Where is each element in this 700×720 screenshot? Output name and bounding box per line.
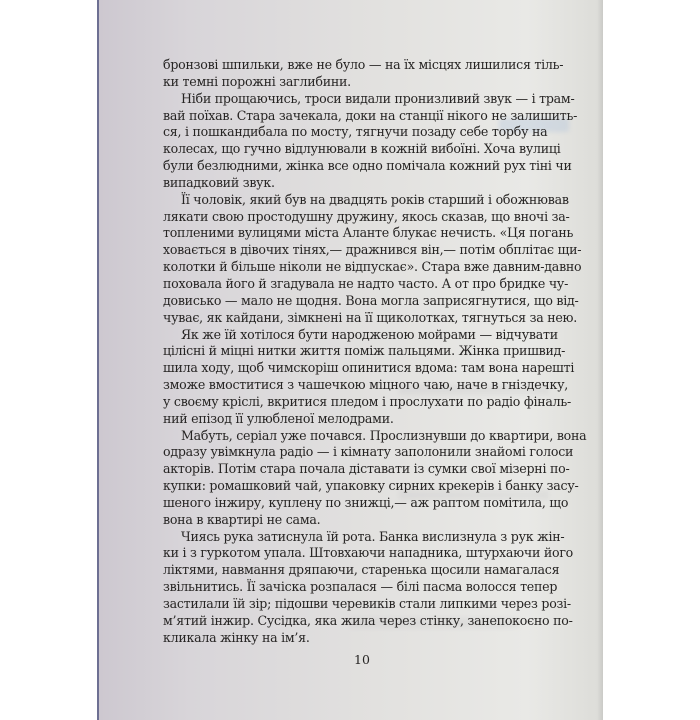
text-line: топленими вулицями міста Аланте блукає нечисть. «Ця погань bbox=[163, 225, 574, 241]
text-line: Мабуть, серіал уже почався. Прослизнувши до квартири, вона bbox=[181, 427, 587, 443]
text-line: цілісні й міцні нитки життя поміж пальцями. Жінка пришвид- bbox=[163, 343, 566, 359]
text-line: Як же їй хотілося бути народженою мойрами — відчувати bbox=[181, 326, 558, 342]
page-number: 10 bbox=[354, 652, 370, 667]
text-line: ний епізод її улюбленої мелодрами. bbox=[163, 410, 394, 426]
text-line: довисько — мало не щодня. Вона могла заприсягнутися, що від- bbox=[163, 292, 579, 308]
text-line: були безлюдними, жінка все одно помічала кожний рух тіні чи bbox=[163, 158, 572, 174]
text-line: лякати свою простодушну дружину, якось сказав, що вночі за- bbox=[163, 208, 570, 224]
text-line: звільнитись. Її зачіска розпалася — білі пасма волосся тепер bbox=[163, 579, 558, 595]
text-line: кликала жінку на ім’я. bbox=[163, 629, 310, 645]
text-line: ховається в дівочих тінях,— дражнився він,— потім обплітає щи- bbox=[163, 242, 582, 258]
text-line: зможе вмоститися з чашечкою міцного чаю, наче в гніздечку, bbox=[163, 377, 569, 393]
text-line: одразу увімкнула радіо — і кімнату заполонили знайомі голоси bbox=[163, 444, 574, 460]
text-line: колотки й більше ніколи не відпускає». Стара вже давним-давно bbox=[163, 259, 582, 275]
text-line: колесах, що гучно відлунювали в кожній вибоїні. Хоча вулиці bbox=[163, 141, 561, 157]
text-line: вона в квартирі не сама. bbox=[163, 511, 321, 527]
text-line: випадковий звук. bbox=[163, 174, 275, 190]
text-line: м’ятий інжир. Сусідка, яка жила через стінку, занепокоєно по- bbox=[163, 612, 573, 628]
text-line: шеного інжиру, куплену по знижці,— аж раптом помітила, що bbox=[163, 494, 569, 510]
text-line: застилали їй зір; підошви черевиків стали липкими через розі- bbox=[163, 596, 571, 611]
text-line: чуває, як кайдани, зімкнені на її щиколотках, тягнуться за нею. bbox=[163, 309, 578, 325]
text-line: ки темні порожні заглибини. bbox=[163, 73, 351, 89]
text-line: ся, і пошкандибала по мосту, тягнучи позаду себе торбу на bbox=[163, 124, 548, 140]
text-line: Ніби прощаючись, троси видали пронизливий звук — і трам- bbox=[181, 90, 575, 106]
text-line: купки: ромашковий чай, упаковку сирних крекерів і банку засу- bbox=[163, 478, 579, 494]
page-text bbox=[163, 57, 587, 647]
text-line: бронзові шпильки, вже не було — на їх місцях лишилися тіль- bbox=[163, 57, 564, 72]
text-line: акторів. Потім стара почала діставати із сумки свої мізерні по- bbox=[163, 461, 570, 477]
text-line: ки і з гуркотом упала. Штовхаючи нападника, штурхаючи його bbox=[163, 545, 574, 561]
text-line: Її чоловік, який був на двадцять років старший і обожнював bbox=[181, 191, 569, 207]
text-line: у своєму кріслі, вкритися пледом і прослухати по радіо фіналь- bbox=[163, 393, 572, 409]
text-line: поховала його й згадувала не надто часто. А от про бридке чу- bbox=[163, 275, 569, 291]
text-line: шила ходу, щоб чимскоріш опинитися вдома: там вона нарешті bbox=[163, 360, 575, 376]
text-line: Чиясь рука затиснула їй рота. Банка вислизнула з рук жін- bbox=[181, 528, 565, 544]
text-line: ліктями, навмання дряпаючи, старенька щосили намагалася bbox=[163, 562, 560, 578]
text-line: вай поїхав. Стара зачекала, доки на станції нікого не залишить- bbox=[163, 107, 578, 123]
